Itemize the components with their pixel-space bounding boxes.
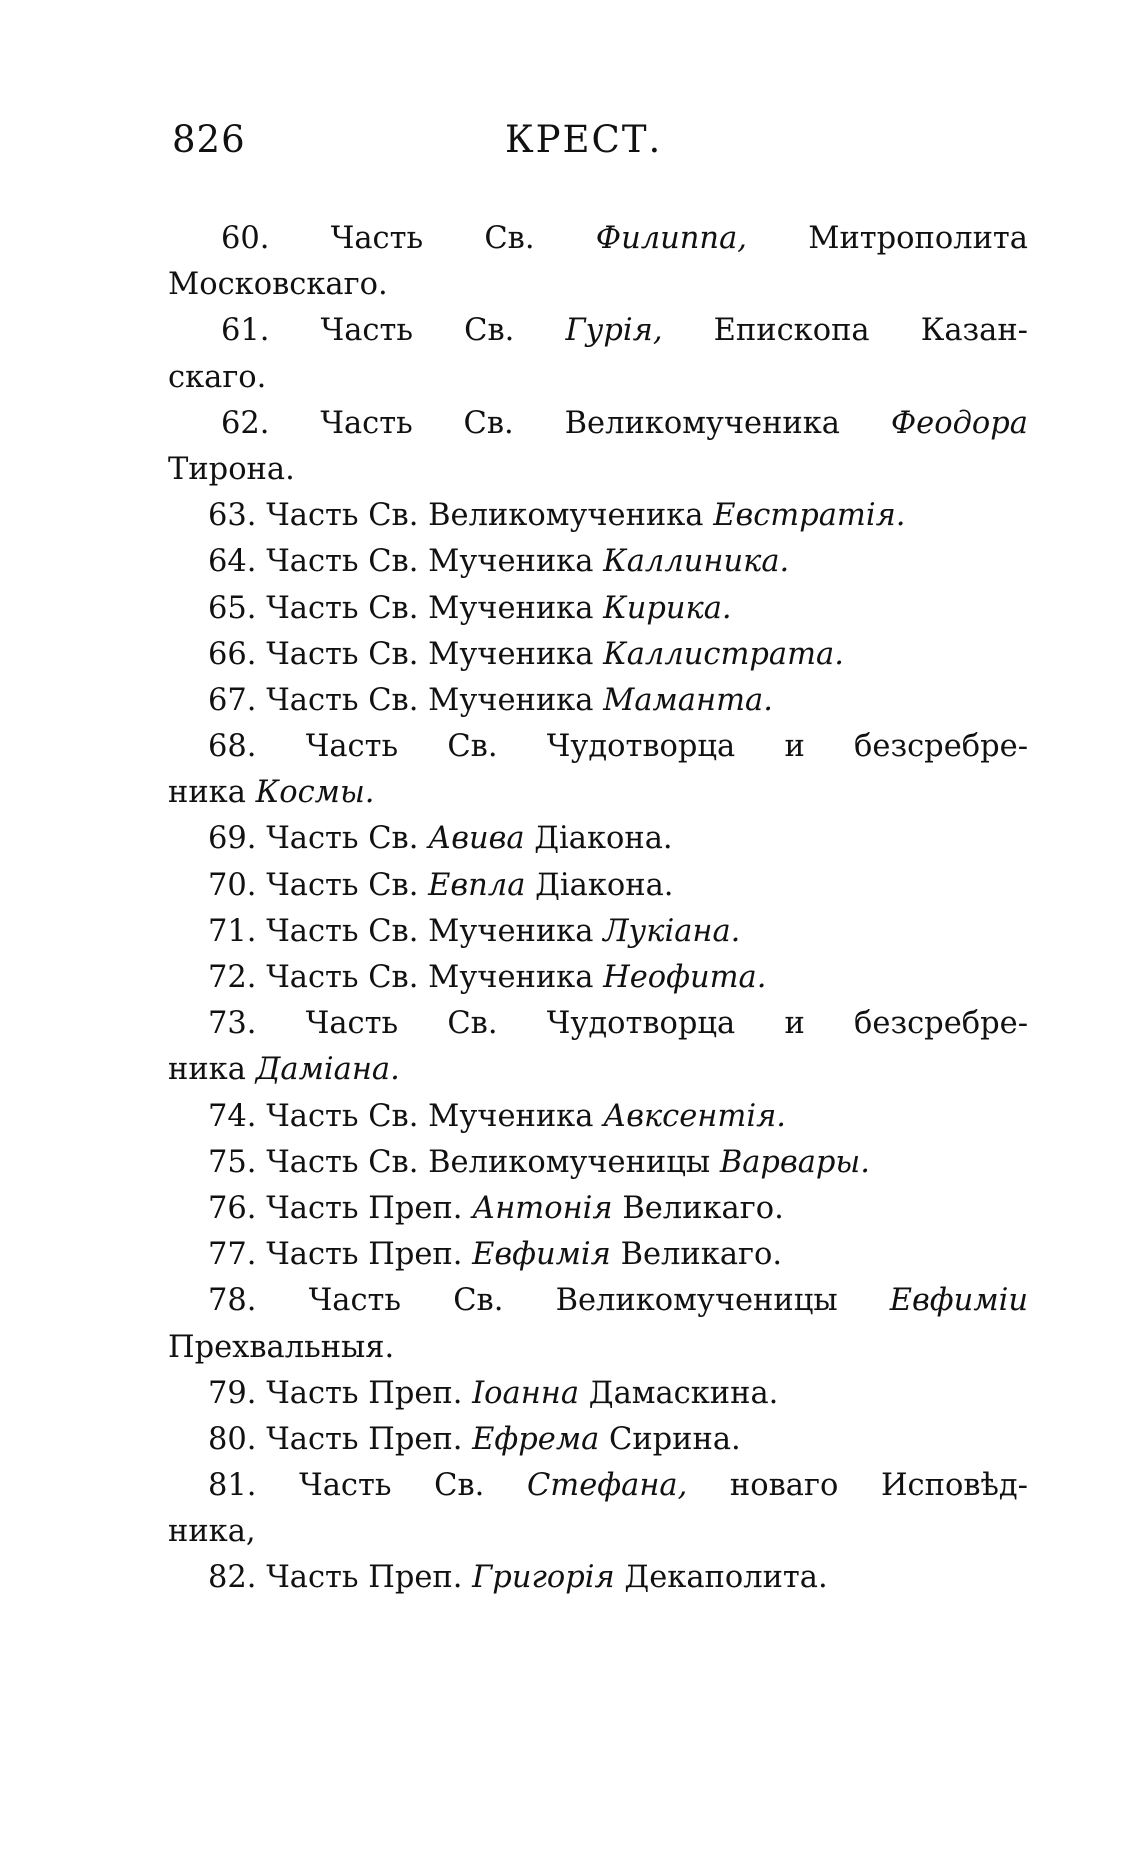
list-line: 69. Часть Св. Авива Діакона. bbox=[208, 821, 673, 857]
list-line: 68. Часть Св. Чудотворца и безсребре- bbox=[208, 729, 1028, 765]
list-line: скаго. bbox=[168, 359, 267, 395]
list-line: 73. Часть Св. Чудотворца и безсребре- bbox=[208, 1006, 1028, 1042]
list-line: 62. Часть Св. Великомученика Феодора bbox=[221, 405, 1028, 441]
running-head: КРЕСТ. bbox=[505, 118, 663, 161]
list-line: 81. Часть Св. Стефана, новаго Исповѣд- bbox=[208, 1468, 1028, 1504]
list-line: Прехвальныя. bbox=[168, 1329, 395, 1365]
list-line: Московскаго. bbox=[168, 267, 388, 303]
list-line: 67. Часть Св. Мученика Маманта. bbox=[208, 682, 773, 718]
list-line: 76. Часть Преп. Антонія Великаго. bbox=[208, 1190, 784, 1226]
list-line: 64. Часть Св. Мученика Каллиника. bbox=[208, 544, 790, 580]
relic-list bbox=[168, 216, 1028, 1602]
list-line: 77. Часть Преп. Евфимія Великаго. bbox=[208, 1237, 783, 1273]
list-line: 60. Часть Св. Филиппа, Митрополита bbox=[221, 221, 1028, 256]
list-line: 65. Часть Св. Мученика Кирика. bbox=[208, 590, 732, 626]
list-line: 74. Часть Св. Мученика Авксентія. bbox=[208, 1098, 786, 1134]
list-line: 78. Часть Св. Великомученицы Евфиміи bbox=[208, 1283, 1028, 1319]
list-line: 63. Часть Св. Великомученика Евстратія. bbox=[208, 498, 906, 534]
list-line: 71. Часть Св. Мученика Лукіана. bbox=[208, 913, 741, 949]
list-line: 72. Часть Св. Мученика Неофита. bbox=[208, 960, 767, 995]
list-line: 66. Часть Св. Мученика Каллистрата. bbox=[208, 636, 844, 672]
list-line: 70. Часть Св. Евпла Діакона. bbox=[208, 867, 674, 903]
list-line: ника Даміана. bbox=[168, 1052, 400, 1088]
list-line: 79. Часть Преп. Іоанна Дамаскина. bbox=[208, 1375, 779, 1411]
list-line: 80. Часть Преп. Ефрема Сирина. bbox=[208, 1421, 741, 1457]
list-line: ника Космы. bbox=[168, 775, 375, 811]
list-line: 82. Часть Преп. Григорія Декаполита. bbox=[208, 1560, 828, 1596]
list-line: ника, bbox=[168, 1514, 256, 1550]
list-line: 75. Часть Св. Великомученицы Варвары. bbox=[208, 1144, 870, 1180]
page-number: 826 bbox=[172, 118, 246, 161]
list-line: Тирона. bbox=[168, 451, 295, 487]
list-line: 61. Часть Св. Гурія, Епископа Казан- bbox=[221, 313, 1028, 349]
